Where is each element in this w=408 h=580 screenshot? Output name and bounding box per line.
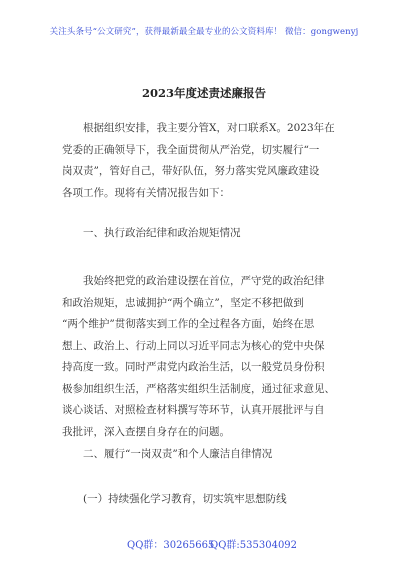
section1-line: 想上、政治上、行动上同以习近平同志为核心的党中央保	[62, 339, 325, 352]
section1-line: 我始终把党的政治建设摆在首位，严守党的政治纪律	[83, 275, 325, 287]
footer-qq-group-2: QQ群:535304092	[210, 540, 298, 551]
footer-qq-group-1: QQ群：30265665	[127, 540, 215, 551]
intro-line: 根据组织安排，我主要分管X，对口联系X。2023年在	[83, 122, 335, 134]
subsection-heading-1: (一）持续强化学习教育，切实筑牢思想防线	[83, 493, 287, 505]
section1-line: 谈心谈话、对照检查材料撰写等环节，认真开展批评与自	[62, 404, 325, 416]
section1-line: 和政治规矩，忠诚拥护“两个确立”，坚定不移把做到	[62, 296, 304, 309]
section1-line: “两个维护”贯彻落实到工作的全过程各方面，始终在思	[62, 318, 315, 330]
header-note: 关注头条号“公文研究”，获得最新最全最专业的公文资料库！ 微信：gongwenyj	[49, 27, 359, 37]
section-heading-2: 二、履行“一岗双责”和个人廉洁自律情况	[83, 448, 273, 460]
intro-line: 党委的正确领导下，我全面贯彻从严治党，切实履行“一	[62, 143, 320, 156]
section-heading-1: 一、执行政治纪律和政治规矩情况	[83, 227, 241, 239]
section1-line: 持高度一致。同时严肃党内政治生活，以一般党员身份积	[62, 361, 325, 373]
intro-line: 各项工作。现将有关情况报告如下：	[62, 186, 230, 199]
intro-paragraph	[62, 118, 362, 204]
section1-line: 我批评，深入查摆自身存在的问题。	[62, 425, 230, 438]
intro-line: 岗双责”，管好自己，带好队伍，努力落实党风廉政建设	[62, 165, 320, 177]
section1-paragraph	[62, 271, 362, 443]
section1-line: 极参加组织生活，严格落实组织生活制度，通过征求意见、	[62, 382, 335, 395]
document-title: 2023年度述责述廉报告	[141, 86, 266, 100]
